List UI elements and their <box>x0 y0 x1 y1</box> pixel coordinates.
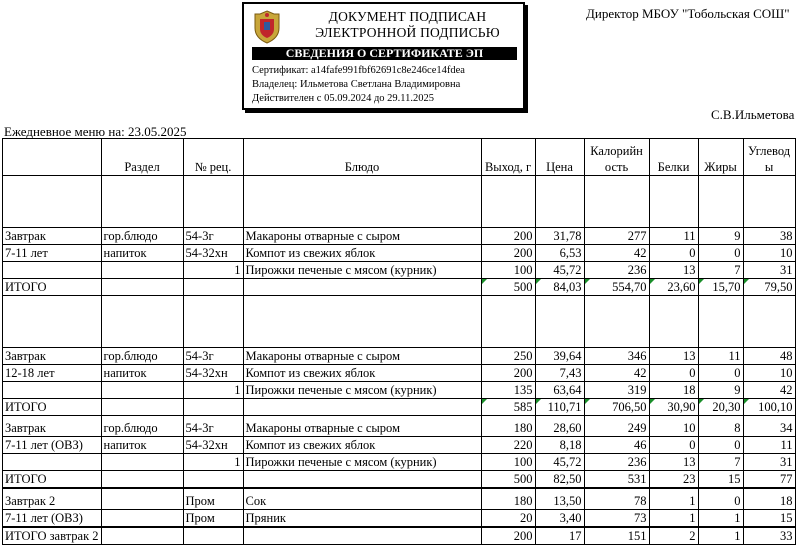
section-cell: напиток <box>101 437 183 454</box>
price-cell: 3,40 <box>535 510 584 528</box>
total-fat: 1 <box>698 527 743 545</box>
total-row <box>3 279 796 296</box>
menu-table <box>2 138 796 545</box>
meal-cell: Завтрак <box>3 416 102 437</box>
table-row <box>3 228 796 245</box>
carbs-cell: 11 <box>743 437 795 454</box>
table-row <box>3 437 796 454</box>
price-cell: 45,72 <box>535 454 584 471</box>
calories-cell: 319 <box>584 382 649 399</box>
spacer-row <box>3 296 796 348</box>
total-price: 17 <box>535 527 584 545</box>
protein-cell: 18 <box>649 382 698 399</box>
fat-cell: 0 <box>698 437 743 454</box>
carbs-cell: 10 <box>743 365 795 382</box>
fat-cell: 1 <box>698 510 743 528</box>
meal-cell: Завтрак <box>3 228 102 245</box>
carbs-cell: 42 <box>743 382 795 399</box>
dish-cell: Пирожки печеные с мясом (курник) <box>243 454 481 471</box>
dish-cell: Сок <box>243 488 481 510</box>
calories-cell: 249 <box>584 416 649 437</box>
price-cell: 6,53 <box>535 245 584 262</box>
table-row <box>3 454 796 471</box>
empty-cell <box>183 399 243 416</box>
empty-cell <box>101 399 183 416</box>
recipe-cell: 54-3г <box>183 348 243 365</box>
total-fat: 15,70 <box>698 279 743 296</box>
empty-cell <box>535 176 584 228</box>
menu-date: Ежедневное меню на: 23.05.2025 <box>4 124 187 139</box>
meal-cell: 12-18 лет <box>3 365 102 382</box>
stamp-owner: Владелец: Ильметова Светлана Владимировна <box>252 79 461 90</box>
calories-cell: 73 <box>584 510 649 528</box>
protein-cell: 11 <box>649 228 698 245</box>
total-label: ИТОГО <box>3 399 102 416</box>
e-signature-stamp <box>242 2 525 110</box>
meal-cell: 7-11 лет <box>3 245 102 262</box>
empty-cell <box>101 176 183 228</box>
yield-cell: 180 <box>481 488 535 510</box>
total-protein: 30,90 <box>649 399 698 416</box>
header-carbs: Углевод ы <box>743 139 795 176</box>
dish-cell: Макароны отварные с сыром <box>243 228 481 245</box>
stamp-title: ДОКУМЕНТ ПОДПИСАН ЭЛЕКТРОННОЙ ПОДПИСЬЮ <box>315 9 500 40</box>
stamp-validity: Действителен с 05.09.2024 до 29.11.2025 <box>252 93 435 104</box>
meal-cell: 7-11 лет (ОВЗ) <box>3 510 102 528</box>
section-cell <box>101 262 183 279</box>
fat-cell: 0 <box>698 488 743 510</box>
recipe-cell: 54-3г <box>183 228 243 245</box>
protein-cell: 1 <box>649 488 698 510</box>
carbs-cell: 31 <box>743 454 795 471</box>
price-cell: 13,50 <box>535 488 584 510</box>
section-cell <box>101 510 183 528</box>
calories-cell: 346 <box>584 348 649 365</box>
meal-cell <box>3 262 102 279</box>
protein-cell: 13 <box>649 262 698 279</box>
empty-cell <box>743 176 795 228</box>
meal-cell: 7-11 лет (ОВЗ) <box>3 437 102 454</box>
total-yield: 200 <box>481 527 535 545</box>
carbs-cell: 15 <box>743 510 795 528</box>
carbs-cell: 48 <box>743 348 795 365</box>
price-cell: 63,64 <box>535 382 584 399</box>
empty-cell <box>243 176 481 228</box>
table-row <box>3 262 796 279</box>
total-calories: 554,70 <box>584 279 649 296</box>
recipe-cell: 1 <box>183 382 243 399</box>
table-row <box>3 382 796 399</box>
yield-cell: 200 <box>481 245 535 262</box>
dish-cell: Компот из свежих яблок <box>243 245 481 262</box>
dish-cell: Макароны отварные с сыром <box>243 348 481 365</box>
protein-cell: 1 <box>649 510 698 528</box>
dish-cell: Компот из свежих яблок <box>243 365 481 382</box>
empty-cell <box>698 296 743 348</box>
signer-name: С.В.Ильметова <box>711 107 795 122</box>
empty-cell <box>243 399 481 416</box>
price-cell: 28,60 <box>535 416 584 437</box>
stamp-certificate: Сертификат: a14fafe991fbf62691c8e246ce14fdea <box>252 65 465 76</box>
total-row <box>3 471 796 489</box>
price-cell: 39,64 <box>535 348 584 365</box>
header-price: Цена <box>535 139 584 176</box>
carbs-cell: 31 <box>743 262 795 279</box>
total-label: ИТОГО <box>3 279 102 296</box>
table-row <box>3 365 796 382</box>
header-meal <box>3 139 102 176</box>
header-recipe: № рец. <box>183 139 243 176</box>
price-cell: 45,72 <box>535 262 584 279</box>
total-carbs: 77 <box>743 471 795 489</box>
section-cell: гор.блюдо <box>101 416 183 437</box>
calories-cell: 78 <box>584 488 649 510</box>
stamp-certificate-bar: СВЕДЕНИЯ О СЕРТИФИКАТЕ ЭП <box>252 47 517 60</box>
total-label: ИТОГО завтрак 2 <box>3 527 102 545</box>
recipe-cell: 54-32хн <box>183 365 243 382</box>
carbs-cell: 18 <box>743 488 795 510</box>
empty-cell <box>3 296 102 348</box>
yield-cell: 100 <box>481 454 535 471</box>
price-cell: 7,43 <box>535 365 584 382</box>
recipe-cell: 1 <box>183 262 243 279</box>
empty-cell <box>698 176 743 228</box>
section-cell: гор.блюдо <box>101 348 183 365</box>
coat-of-arms-icon <box>252 10 282 44</box>
total-price: 84,03 <box>535 279 584 296</box>
total-carbs: 33 <box>743 527 795 545</box>
dish-cell: Компот из свежих яблок <box>243 437 481 454</box>
empty-cell <box>183 471 243 489</box>
header-dish: Блюдо <box>243 139 481 176</box>
meal-cell <box>3 454 102 471</box>
recipe-cell: Пром <box>183 488 243 510</box>
recipe-cell: 54-3г <box>183 416 243 437</box>
empty-cell <box>183 176 243 228</box>
recipe-cell: 54-32хн <box>183 245 243 262</box>
fat-cell: 11 <box>698 348 743 365</box>
empty-cell <box>101 471 183 489</box>
empty-cell <box>535 296 584 348</box>
total-carbs: 100,10 <box>743 399 795 416</box>
total-yield: 585 <box>481 399 535 416</box>
protein-cell: 13 <box>649 348 698 365</box>
total-calories: 706,50 <box>584 399 649 416</box>
empty-cell <box>101 279 183 296</box>
fat-cell: 9 <box>698 228 743 245</box>
total-calories: 151 <box>584 527 649 545</box>
empty-cell <box>183 279 243 296</box>
total-protein: 23 <box>649 471 698 489</box>
empty-cell <box>481 296 535 348</box>
total-protein: 23,60 <box>649 279 698 296</box>
total-price: 110,71 <box>535 399 584 416</box>
protein-cell: 10 <box>649 416 698 437</box>
dish-cell: Пирожки печеные с мясом (курник) <box>243 262 481 279</box>
header-calories: Калорийн ость <box>584 139 649 176</box>
recipe-cell: 1 <box>183 454 243 471</box>
table-row <box>3 348 796 365</box>
fat-cell: 0 <box>698 245 743 262</box>
calories-cell: 236 <box>584 454 649 471</box>
empty-cell <box>584 296 649 348</box>
total-yield: 500 <box>481 471 535 489</box>
total-calories: 531 <box>584 471 649 489</box>
yield-cell: 100 <box>481 262 535 279</box>
yield-cell: 135 <box>481 382 535 399</box>
empty-cell <box>101 296 183 348</box>
table-row <box>3 510 796 528</box>
protein-cell: 13 <box>649 454 698 471</box>
fat-cell: 9 <box>698 382 743 399</box>
yield-cell: 20 <box>481 510 535 528</box>
meal-cell <box>3 382 102 399</box>
section-cell <box>101 382 183 399</box>
section-cell <box>101 454 183 471</box>
fat-cell: 7 <box>698 262 743 279</box>
protein-cell: 0 <box>649 437 698 454</box>
yield-cell: 220 <box>481 437 535 454</box>
total-carbs: 79,50 <box>743 279 795 296</box>
director-title: Директор МБОУ "Тобольская СОШ" <box>586 6 790 21</box>
table-row <box>3 416 796 437</box>
empty-cell <box>649 176 698 228</box>
header-fat: Жиры <box>698 139 743 176</box>
header-yield: Выход, г <box>481 139 535 176</box>
yield-cell: 180 <box>481 416 535 437</box>
price-cell: 8,18 <box>535 437 584 454</box>
price-cell: 31,78 <box>535 228 584 245</box>
recipe-cell: 54-32хн <box>183 437 243 454</box>
empty-cell <box>243 279 481 296</box>
header-section: Раздел <box>101 139 183 176</box>
fat-cell: 0 <box>698 365 743 382</box>
dish-cell: Макароны отварные с сыром <box>243 416 481 437</box>
calories-cell: 42 <box>584 365 649 382</box>
protein-cell: 0 <box>649 245 698 262</box>
recipe-cell: Пром <box>183 510 243 528</box>
protein-cell: 0 <box>649 365 698 382</box>
fat-cell: 7 <box>698 454 743 471</box>
total-price: 82,50 <box>535 471 584 489</box>
carbs-cell: 38 <box>743 228 795 245</box>
total-label: ИТОГО <box>3 471 102 489</box>
total-fat: 15 <box>698 471 743 489</box>
empty-cell <box>649 296 698 348</box>
section-cell: гор.блюдо <box>101 228 183 245</box>
yield-cell: 200 <box>481 365 535 382</box>
section-cell: напиток <box>101 245 183 262</box>
total-yield: 500 <box>481 279 535 296</box>
spacer-row <box>3 176 796 228</box>
empty-cell <box>243 296 481 348</box>
empty-cell <box>3 176 102 228</box>
header-protein: Белки <box>649 139 698 176</box>
table-row <box>3 488 796 510</box>
total-row <box>3 399 796 416</box>
empty-cell <box>743 296 795 348</box>
table-row <box>3 245 796 262</box>
table-header-row <box>3 139 796 176</box>
fat-cell: 8 <box>698 416 743 437</box>
empty-cell <box>481 176 535 228</box>
section-cell: напиток <box>101 365 183 382</box>
yield-cell: 250 <box>481 348 535 365</box>
dish-cell: Пряник <box>243 510 481 528</box>
yield-cell: 200 <box>481 228 535 245</box>
calories-cell: 46 <box>584 437 649 454</box>
section-cell <box>101 488 183 510</box>
empty-cell <box>243 471 481 489</box>
calories-cell: 236 <box>584 262 649 279</box>
carbs-cell: 34 <box>743 416 795 437</box>
empty-cell <box>584 176 649 228</box>
meal-cell: Завтрак <box>3 348 102 365</box>
dish-cell: Пирожки печеные с мясом (курник) <box>243 382 481 399</box>
meal-cell: Завтрак 2 <box>3 488 102 510</box>
total-protein: 2 <box>649 527 698 545</box>
calories-cell: 42 <box>584 245 649 262</box>
empty-cell <box>183 296 243 348</box>
carbs-cell: 10 <box>743 245 795 262</box>
calories-cell: 277 <box>584 228 649 245</box>
total-fat: 20,30 <box>698 399 743 416</box>
